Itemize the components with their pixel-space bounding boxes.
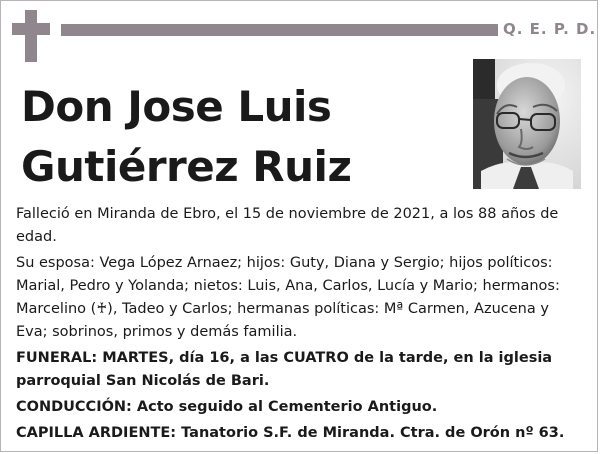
latin-cross-icon [12,10,50,62]
conduction-info: CONDUCCIÓN: Acto seguido al Cementerio Antiguo. [16,399,438,415]
deceased-name [21,77,351,197]
wake-info: CAPILLA ARDIENTE: Tanatorio S.F. de Miranda. Ctra. de Orón nº 63. [16,425,565,441]
obituary-text [16,203,584,448]
qepd-label: Q. E. P. D. [503,20,597,38]
family-paragraph: Su esposa: Vega López Arnaez; hijos: Guty, Diana y Sergio; hijos políticos: Marial, Pedro y Yolanda; nietos: Luis, Ana, Carlos, Lucía y Mario; hermanos: Marcelino (♰), Tadeo y Carlos; hermanas políticas: Mª Carmen, Azucena y Eva; sobrinos, primos y demás familia. [16,255,560,340]
funeral-info: FUNERAL: MARTES, día 16, a las CUATRO de la tarde, en la iglesia parroquial San Nicolás de Bari. [16,350,553,389]
portrait-photo [473,59,581,189]
deceased-name-line1: Don Jose Luis [21,82,332,131]
header-divider [61,24,498,36]
death-notice-paragraph: Falleció en Miranda de Ebro, el 15 de noviembre de 2021, a los 88 años de edad. [16,206,559,245]
deceased-name-line2: Gutiérrez Ruiz [21,142,352,191]
